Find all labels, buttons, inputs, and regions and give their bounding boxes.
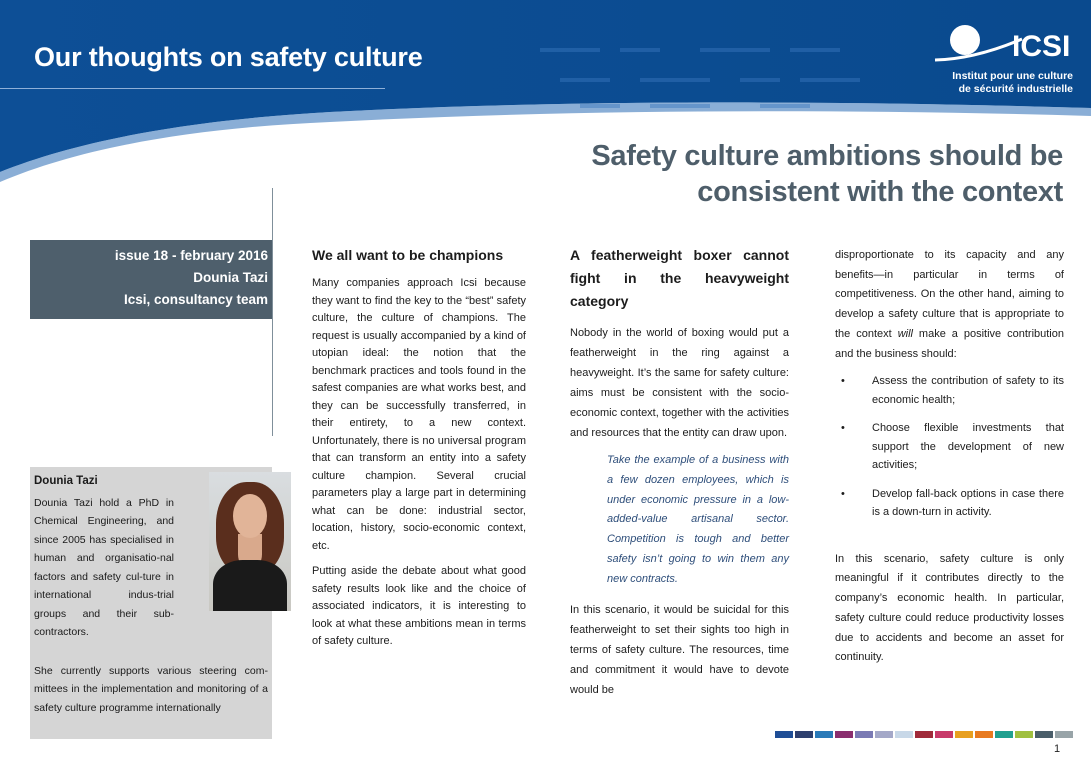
color-swatch-1 (775, 731, 793, 738)
color-swatch-12 (995, 731, 1013, 738)
color-swatch-7 (895, 731, 913, 738)
list-item: • Assess the contribution of safety to its economic health; (835, 372, 1064, 409)
author-name: Dounia Tazi (34, 475, 98, 487)
column-3-p1-b: make a positive contribution and the business should: (835, 327, 1064, 360)
logo-subtitle-line2: de sécurité industrielle (958, 83, 1073, 95)
color-swatch-15 (1055, 731, 1073, 738)
column-2 (570, 244, 789, 708)
color-swatch-9 (935, 731, 953, 738)
column-2-quote: Take the example of a business with a few dozen employees, which is under economic pressure in a low-added-value artisanal sector. Competition is tough and better safety isn’t going to win them any new contracts. (607, 454, 789, 585)
column-3-p1-emphasis: will (897, 327, 913, 340)
color-swatch-6 (875, 731, 893, 738)
header-title: Our thoughts on safety culture (34, 42, 423, 72)
color-swatch-5 (855, 731, 873, 738)
footer-color-strip (775, 731, 1075, 738)
page-number: 1 (1054, 743, 1061, 755)
color-swatch-10 (955, 731, 973, 738)
color-swatch-4 (835, 731, 853, 738)
logo-subtitle (952, 70, 1073, 96)
column-1 (312, 244, 526, 659)
main-title-line1: Safety culture ambitions should be (591, 140, 1063, 172)
author-bio-2: She currently supports various steering com-mittees in the implementation and monitoring of a safety culture programme internationally (34, 664, 268, 714)
logo-subtitle-line1: Institut pour une culture (952, 70, 1073, 82)
column-3-p1-a: disproportionate to its capacity and any benefits—in particular in terms of competitiveness. On the other hand, aiming to develop a safety culture that is appropriate to the context (835, 249, 1064, 340)
color-swatch-14 (1035, 731, 1053, 738)
column-1-paragraph-1: Many companies approach Icsi because they want to find the key to the “best” safety culture, the culture of champions. The request is usually accompanied by a kind of utopian ideal: the notion that the benchmark practices and tools found in the safest companies are what works best, and they can be successfully transferred, in their entirety, to a new context. Unfortunately, there is no universal program that can transform an entity into a safety culture champion. Several crucial parameters play a large part in determining what can be done: industrial sector, location, history, socio-economic context, etc. (312, 277, 526, 552)
issue-box (30, 240, 272, 319)
issue-team: Icsi, consultancy team (123, 292, 268, 307)
color-swatch-8 (915, 731, 933, 738)
issue-date: issue 18 - february 2016 (114, 248, 268, 263)
sidebar-divider (272, 188, 273, 436)
author-box (30, 467, 272, 739)
column-3-paragraph-1 (835, 246, 1064, 364)
header-divider (0, 88, 385, 89)
logo-text: ICSI (1012, 30, 1071, 63)
column-2-paragraph-2: In this scenario, it would be suicidal for this featherweight to set their sights too high in terms of safety culture. The resources, time and commitment it would have to devote would be (570, 603, 789, 696)
column-3 (835, 246, 1064, 676)
color-swatch-2 (795, 731, 813, 738)
column-2-heading: A featherweight boxer cannot fight in the heavyweight category (570, 247, 789, 309)
column-2-paragraph-1: Nobody in the world of boxing would put a featherweight in the ring against a heavyweight. It’s the same for safety culture: aims must be consistent with the socio-economic context, together with the activities and resources that the entity can draw upon. (570, 327, 789, 439)
color-swatch-3 (815, 731, 833, 738)
recommendations-list (835, 372, 1064, 522)
column-3-paragraph-2: In this scenario, safety culture is only meaningful if it contributes directly to the company’s economic health. In particular, safety culture could reduce productivity losses due to accidents and become an asset for continuity. (835, 552, 1064, 664)
author-photo (209, 472, 291, 611)
list-item: • Develop fall-back options in case there is a down-turn in activity. (835, 485, 1064, 522)
color-swatch-11 (975, 731, 993, 738)
list-item: • Choose flexible investments that support the development of new activities; (835, 419, 1064, 475)
column-1-heading: We all want to be champions (312, 247, 504, 263)
main-title (503, 138, 1063, 210)
main-title-line2: consistent with the context (697, 176, 1063, 208)
column-1-paragraph-2: Putting aside the debate about what good safety results look like and the choice of associated indicators, it is interesting to look at what these ambitions mean in terms of safety culture. (312, 565, 526, 647)
color-swatch-13 (1015, 731, 1033, 738)
author-bio-1: Dounia Tazi hold a PhD in Chemical Engineering, and since 2005 has specialised in human and organisatio-nal factors and safety cul-ture in international indus-trial groups and their sub-contractors. (34, 496, 174, 638)
issue-author: Dounia Tazi (193, 270, 268, 285)
